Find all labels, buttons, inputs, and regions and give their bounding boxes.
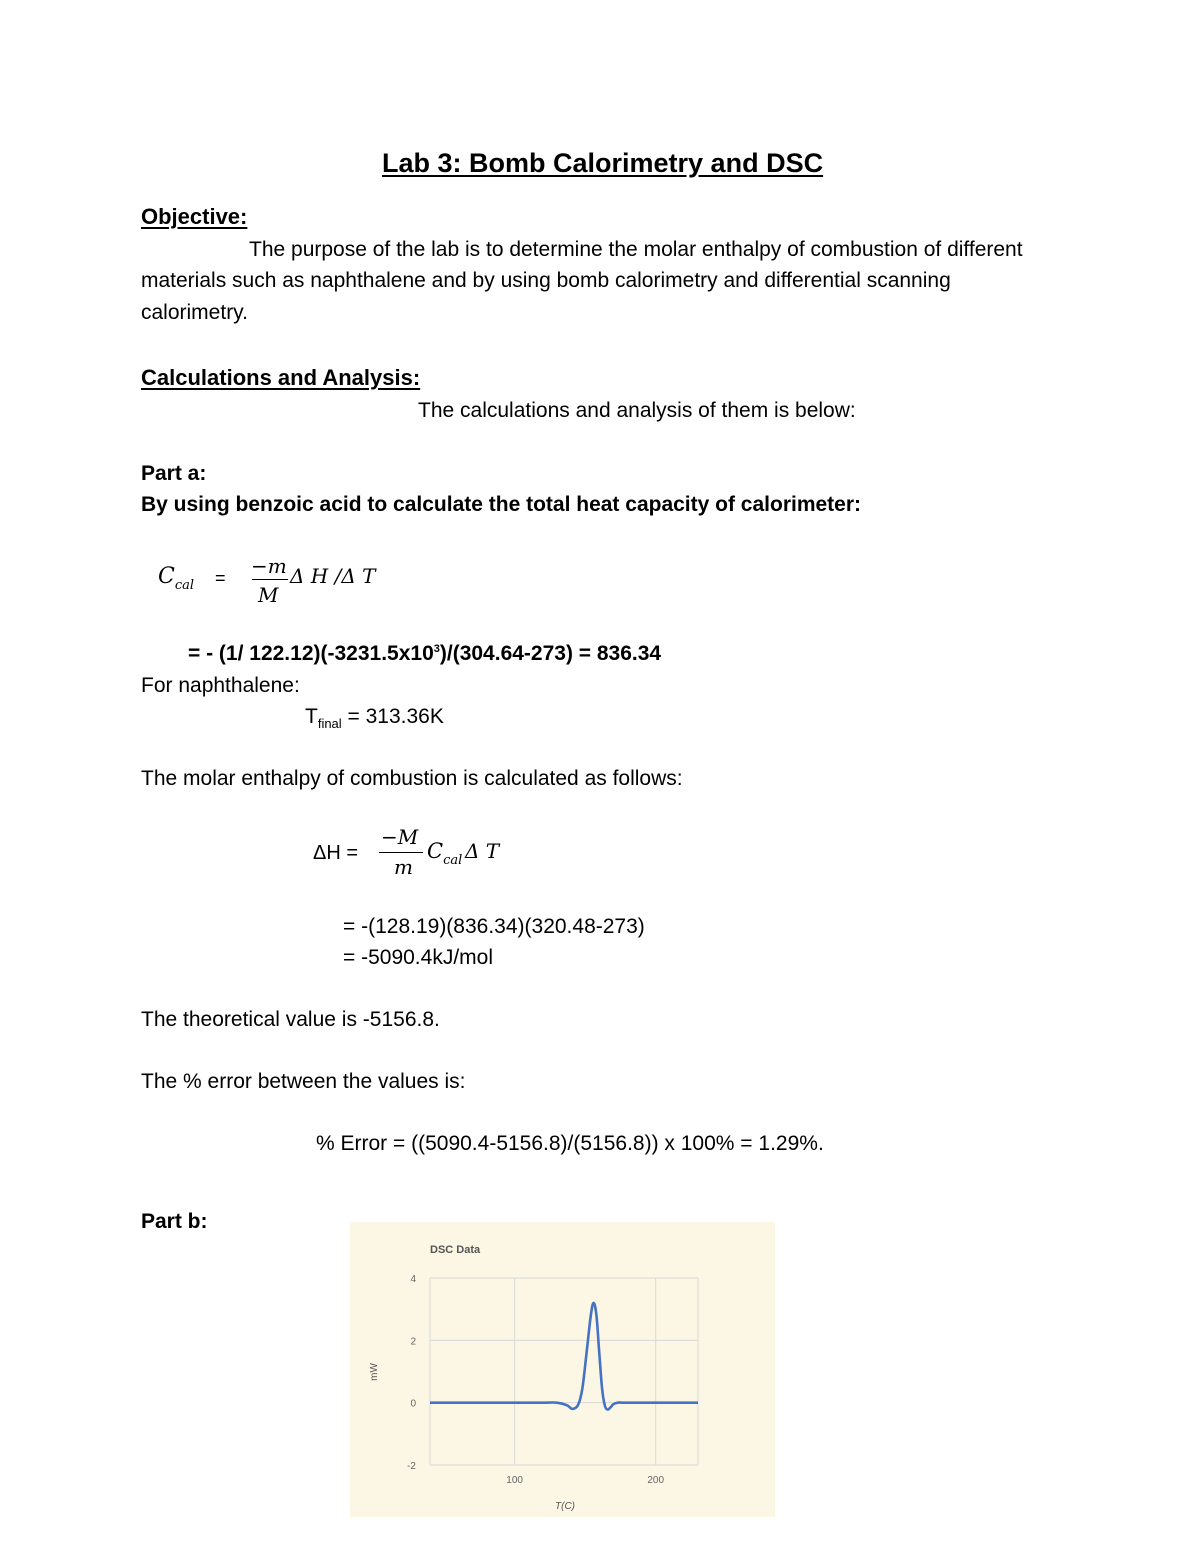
x-tick-label: 100 [506, 1475, 523, 1486]
t-final-symbol: T [305, 705, 318, 728]
formula-numerator: −m [251, 554, 287, 578]
objective-line-1: The purpose of the lab is to determine the molar enthalpy of combustion of different [249, 238, 1023, 261]
objective-line-2: materials such as naphthalene and by using bomb calorimetry and differential scanning [141, 269, 951, 292]
formula2-tail: Δ T [465, 839, 500, 863]
formula2-c-symbol: C [427, 839, 444, 863]
t-final [305, 705, 444, 731]
formula2-fraction-bar [379, 852, 423, 853]
formula-fraction-bar [252, 579, 288, 580]
formula-equals: = [215, 568, 226, 588]
part-a-heading: Part a: [141, 462, 207, 485]
dsc-chart [350, 1222, 775, 1517]
part-a-subheading: By using benzoic acid to calculate the total heat capacity of calorimeter: [141, 493, 862, 516]
formula-lhs-subscript: cal [174, 578, 195, 593]
formula2-lhs: ΔH = [313, 842, 359, 864]
y-axis-label: mW [369, 1363, 380, 1381]
formula-lhs [158, 564, 195, 593]
chart-title: DSC Data [430, 1244, 481, 1256]
x-axis-label: T(C) [555, 1501, 575, 1512]
objective-line-3: calorimetry. [141, 301, 248, 324]
formula2-numerator: −M [381, 825, 419, 849]
t-final-value: = 313.36K [341, 705, 444, 728]
calculations-heading: Calculations and Analysis: [141, 365, 421, 390]
result-pre: = - (1/ 122.12)(-3231.5x10 [188, 642, 434, 665]
result-post: )/(304.64-273) = 836.34 [439, 642, 662, 665]
chart-x-ticks [506, 1475, 664, 1486]
error-intro: The % error between the values is: [141, 1070, 466, 1093]
chart-grid [430, 1278, 698, 1465]
error-calculation: % Error = ((5090.4-5156.8)/(5156.8)) x 100% = 1.29%. [316, 1132, 824, 1155]
dsc-chart-svg [350, 1222, 775, 1517]
y-tick-label: 4 [410, 1274, 416, 1285]
calc-step-1: = -(128.19)(836.34)(320.48-273) [343, 915, 645, 938]
result-exponent: 3 [433, 643, 440, 655]
y-tick-label: 2 [410, 1336, 416, 1348]
chart-y-ticks [407, 1274, 416, 1472]
y-tick-label: 0 [410, 1398, 416, 1410]
formula-denominator: M [258, 583, 279, 607]
result-heat-capacity [188, 643, 661, 664]
formula-tail: Δ H /Δ T [290, 564, 376, 588]
page-title: Lab 3: Bomb Calorimetry and DSC [382, 148, 824, 178]
objective-heading: Objective: [141, 204, 248, 229]
formula2-denominator: m [394, 855, 413, 879]
x-tick-label: 200 [647, 1475, 665, 1486]
calculations-intro: The calculations and analysis of them is below: [418, 399, 856, 422]
formula2-c [427, 839, 463, 868]
molar-intro: The molar enthalpy of combustion is calculated as follows: [141, 767, 683, 790]
naphthalene-label: For naphthalene: [141, 674, 300, 697]
theoretical-value: The theoretical value is -5156.8. [141, 1008, 440, 1031]
y-tick-label: -2 [407, 1461, 416, 1472]
calc-step-2: = -5090.4kJ/mol [343, 946, 493, 969]
formula2-c-subscript: cal [443, 853, 463, 868]
t-final-subscript: final [317, 716, 342, 731]
part-b-heading: Part b: [141, 1210, 208, 1233]
formula-lhs-symbol: C [158, 564, 175, 589]
dsc-series-line [430, 1303, 698, 1410]
